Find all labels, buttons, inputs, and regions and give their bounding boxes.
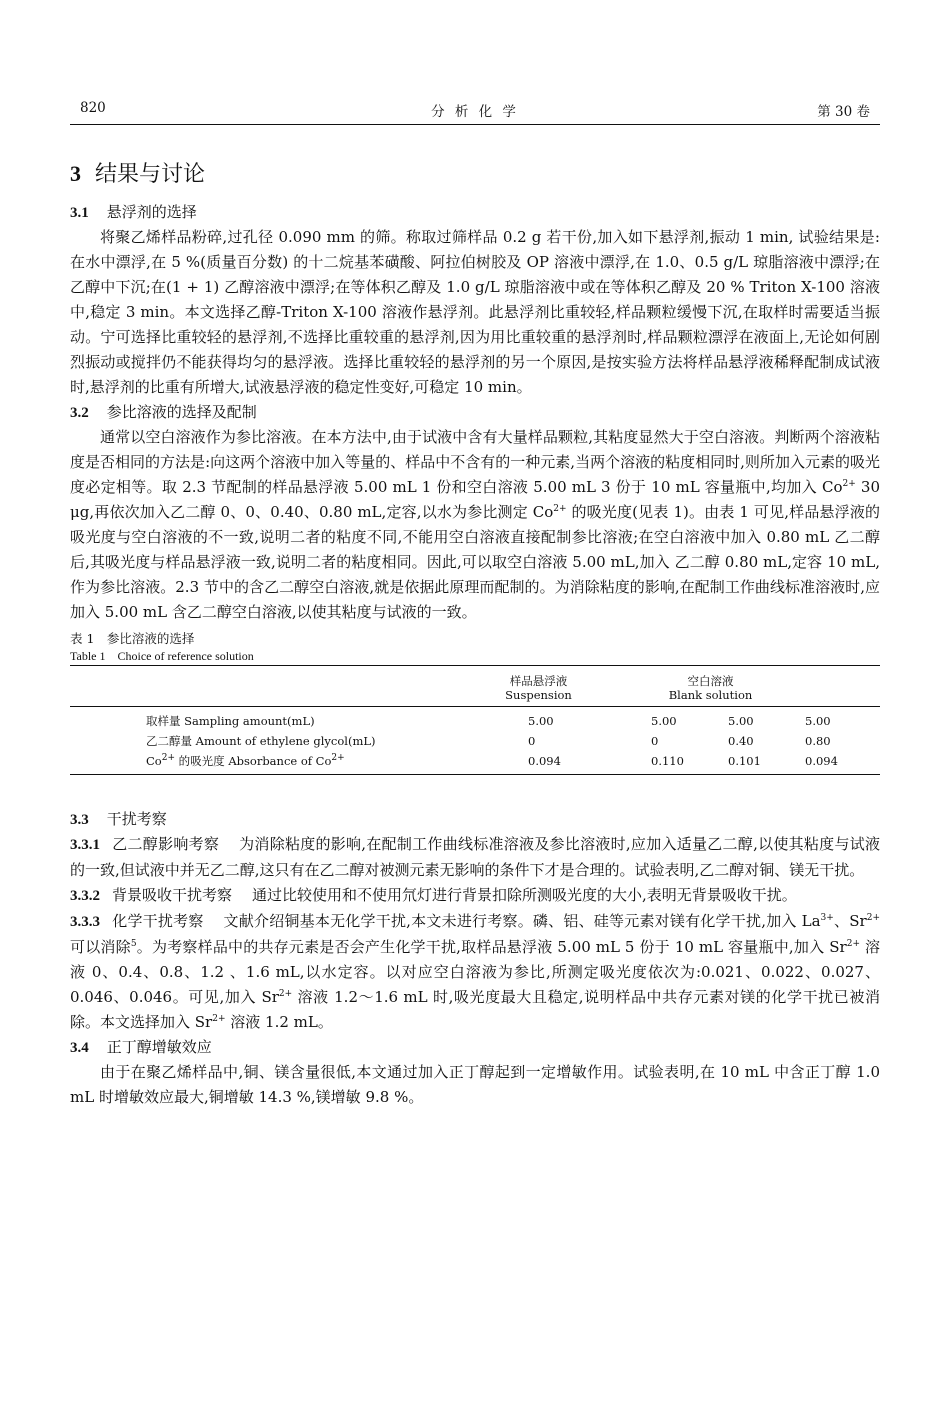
label-text: 的吸光度 Absorbance of Co xyxy=(175,754,332,768)
text-run: 溶液 1.2 mL。 xyxy=(225,1013,333,1031)
cell: 0.110 xyxy=(651,754,684,768)
text-run: 30 μg,再依次加入乙二醇 0、0、0.40、0.80 mL,定容,以水为参比测定 Co xyxy=(70,478,880,521)
paragraph-butanol: 由于在聚乙烯样品中,铜、镁含量很低,本文通过加入正丁醇起到一定增敏作用。试验表明,在 10 mL 中含正丁醇 1.0 mL 时增敏效应最大,铜增敏 14.3 %,镁增敏 9.8 %。 xyxy=(70,1063,880,1106)
cell: 0.094 xyxy=(805,754,838,768)
header-cn: 样品悬浮液 xyxy=(509,674,568,688)
text-run: 文献介绍铜基本无化学干扰,本文未进行考察。磷、铝、硅等元素对镁有化学干扰,加入 La xyxy=(223,912,821,930)
text-run: 的吸光度(见表 1)。由表 1 可见,样品悬浮液的吸光度与空白溶液的不一致,说明二者的粘度不同,不能用空白溶液直接配制参比溶液;在空白溶液中加入 0.80 mL 乙二醇后,其吸光度与样品悬浮液一致,说明二者的粘度相同。因此,可以取空白溶液 5.00 mL,加入 乙二醇 0.80 mL,定容 10 mL,作为参比溶液。2.3 节中的含乙二醇空白溶液,就是依据此原理而配制的。为消除粘度的影响,在配制工作曲线标准溶液时,应加入 5.00 mL 含乙二醇空白溶液,以使其粘度与试液的一致。 xyxy=(70,503,880,621)
header-en: Blank solution xyxy=(668,688,753,702)
subsection-title: 悬浮剂的选择 xyxy=(106,203,197,221)
text-run: 、Sr xyxy=(833,912,867,930)
cell: 5.00 xyxy=(805,714,831,728)
header-en: Suspension xyxy=(505,688,572,702)
subsection-number: 3.2 xyxy=(70,405,89,421)
header-blank-solution xyxy=(651,666,880,707)
cell: 0 xyxy=(651,734,659,748)
superscript: 2+ xyxy=(866,913,880,923)
table-row xyxy=(70,731,880,751)
cell: 5.00 xyxy=(728,714,754,728)
paragraph-3-3-1 xyxy=(70,832,880,883)
running-header xyxy=(70,100,880,122)
subsection-number: 3.1 xyxy=(70,205,89,221)
table-caption xyxy=(70,629,880,663)
superscript: 2+ xyxy=(331,753,345,764)
volume-number: 第 30 卷 xyxy=(817,104,870,120)
text-run: 通常以空白溶液作为参比溶液。在本方法中,由于试液中含有大量样品颗粒,其粘度显然大于空白溶液。判断两个溶液粘度是否相同的方法是:向这两个溶液中加入等量的、样品中不含有的一种元素,当两个溶液的粘度相同时,则所加入元素的吸光度必定相等。取 2.3 节配制的样品悬浮液 5.00 mL 1 份和空白溶液 5.00 mL 3 份于 10 mL 容量瓶中,均加入 Co xyxy=(70,428,880,496)
subsubsection-number: 3.3.1 xyxy=(70,837,100,853)
superscript: 2+ xyxy=(212,1014,226,1024)
subsection-title: 正丁醇增敏效应 xyxy=(106,1038,212,1056)
paragraph-reference-solution xyxy=(70,425,880,625)
cell: 0.80 xyxy=(805,734,831,748)
text-run: 可以消除 xyxy=(70,938,131,956)
subsection-number: 3.3 xyxy=(70,812,89,828)
subsection-heading-3-3 xyxy=(70,807,880,832)
text-run: 为消除粘度的影响,在配制工作曲线标准溶液及参比溶液时,应加入适量乙二醇,以使其粘度与试液的一致,但试液中并无乙二醇,这只有在乙二醇对被测元素无影响的条件下才是合理的。试验表明,乙二醇对铜、镁无干扰。 xyxy=(70,835,880,879)
table-caption-cn: 表 1 参比溶液的选择 xyxy=(70,631,195,646)
cell: 0 xyxy=(528,734,536,748)
table-row xyxy=(70,707,880,732)
journal-name: 分 析 化 学 xyxy=(431,104,519,120)
subsection-heading-3-1 xyxy=(70,200,880,225)
cell: 0.101 xyxy=(728,754,761,768)
cell: 0.40 xyxy=(728,734,754,748)
superscript: 2+ xyxy=(278,989,293,999)
superscript: 2+ xyxy=(553,504,567,514)
subsubsection-title: 乙二醇影响考察 xyxy=(112,835,220,853)
section-number: 3 xyxy=(70,161,81,186)
superscript: 3+ xyxy=(820,913,834,923)
paragraph-suspension: 将聚乙烯样品粉碎,过孔径 0.090 mm 的筛。称取过筛样品 0.2 g 若干份,加入如下悬浮剂,振动 1 min, 试验结果是:在水中漂浮,在 5 %(质量百分数) 的十二烷基苯磺酸、阿拉伯树胶及 OP 溶液中漂浮,在 1.0、0.5 g/L 琼脂溶液中漂浮;在乙醇中下沉;在(1 + 1) 乙醇溶液中漂浮;在等体积乙醇及 1.0 g/L 琼脂溶液中或在等体积乙醇及 20 % Triton X-100 溶液中,稳定 3 min。本文选择乙醇-Triton X-100 溶液作悬浮剂。此悬浮剂比重较轻,样品颗粒缓慢下沉,在取样时需要适当振动。宁可选择比重较轻的悬浮剂,不选择比重较重的悬浮剂,因为用比重较重的悬浮剂时,样品颗粒漂浮在液面上,无论如何剧烈振动或搅拌仍不能获得均匀的悬浮液。选择比重较轻的悬浮剂的另一个原因,是按实验方法将样品悬浮液稀释配制成试液时,悬浮剂的比重有所增大,试液悬浮液的稳定性变好,可稳定 10 min。 xyxy=(70,228,880,396)
section-heading xyxy=(70,158,880,190)
cell: 5.00 xyxy=(651,714,677,728)
superscript: 2+ xyxy=(842,479,856,489)
reference-solution-table xyxy=(70,665,880,775)
table-header-row xyxy=(70,666,880,707)
row-label: 乙二醇量 Amount of ethylene glycol(mL) xyxy=(146,734,376,748)
header-cn: 空白溶液 xyxy=(687,674,734,688)
row-label xyxy=(70,751,426,775)
table-caption-en: Table 1 Choice of reference solution xyxy=(70,649,254,663)
cell: 0.094 xyxy=(528,754,561,768)
header-suspension xyxy=(426,666,651,707)
text-run: 。为考察样品中的共存元素是否会产生化学干扰,取样品悬浮液 5.00 mL 5 份于 10 mL 容量瓶中,加入 Sr xyxy=(136,938,847,956)
cell: 5.00 xyxy=(528,714,554,728)
subsection-number: 3.4 xyxy=(70,1040,89,1056)
paragraph-3-3-3 xyxy=(70,909,880,1035)
subsection-title: 参比溶液的选择及配制 xyxy=(106,403,257,421)
superscript: 2+ xyxy=(846,939,860,949)
subsubsection-number: 3.3.3 xyxy=(70,914,100,930)
superscript: 2+ xyxy=(161,753,176,764)
table-row xyxy=(70,751,880,775)
subsubsection-title: 背景吸收干扰考察 xyxy=(112,886,233,904)
paragraph-3-3-2 xyxy=(70,883,880,909)
page-number: 820 xyxy=(80,100,106,116)
row-label: 取样量 Sampling amount(mL) xyxy=(146,714,315,728)
subsection-heading-3-4 xyxy=(70,1035,880,1060)
reference-citation: 5 xyxy=(130,939,137,949)
subsection-title: 干扰考察 xyxy=(106,810,167,828)
label-text: Co xyxy=(146,754,162,768)
subsection-heading-3-2 xyxy=(70,400,880,425)
subsubsection-title: 化学干扰考察 xyxy=(112,912,204,930)
header-empty xyxy=(70,666,426,707)
subsubsection-number: 3.3.2 xyxy=(70,888,100,904)
text-run: 溶液 0、0.4、0.8、1.2 、1.6 mL,以水定容。以对应空白溶液为参比,所测定吸光度依次为:0.021、0.022、0.027、0.046、0.046。可见,加入 Sr xyxy=(70,938,880,1006)
section-title: 结果与讨论 xyxy=(95,162,206,187)
article-body xyxy=(70,158,880,1110)
text-run: 通过比较使用和不使用氘灯进行背景扣除所测吸光度的大小,表明无背景吸收干扰。 xyxy=(252,886,797,904)
text-run: 溶液 1.2～1.6 mL 时,吸光度最大且稳定,说明样品中共存元素对镁的化学干扰已被消除。本文选择加入 Sr xyxy=(70,988,880,1031)
header-rule xyxy=(70,124,880,125)
